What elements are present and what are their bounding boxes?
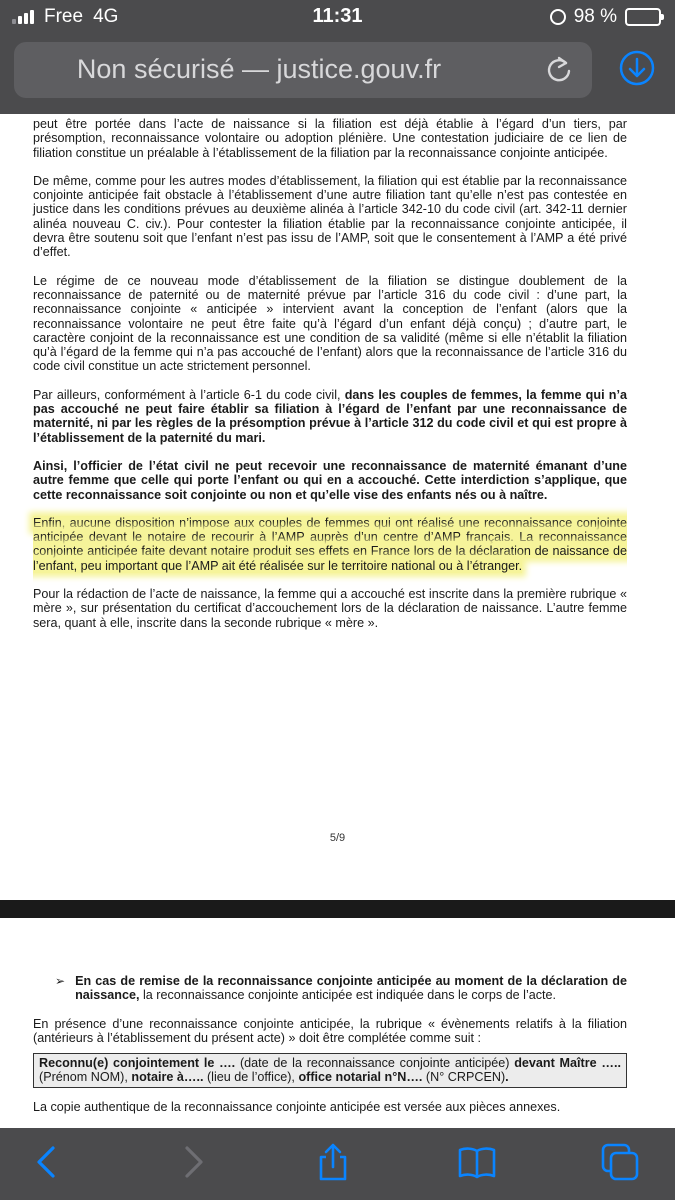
document-body-2: [33, 974, 627, 1114]
paragraph: La copie authentique de la reconnaissance conjointe anticipée est versée aux pièces annexes.: [33, 1099, 561, 1114]
box-bold: Reconnu(e) conjointement le ….: [39, 1056, 236, 1071]
address-bar[interactable]: [14, 42, 592, 98]
battery-percent: 98 %: [573, 6, 617, 27]
template-box: [33, 1053, 627, 1088]
box-text: (N° CRPCEN): [422, 1070, 506, 1085]
highlighted-text: Enfin, aucune disposition n’impose aux couples de femmes qui ont réalisé une reconnaissance conjointe anticipée devant le notaire de recourir à l’AMP auprès d’un centre d’AMP français. La reconnaissance conjointe anticipée faite devant notaire produit ses effets en France lors de la déclaration de naissance de l’enfant, peu important que l’AMP ait été réalisée sur le territoire national ou à l’étranger.: [33, 515, 627, 573]
back-icon[interactable]: [28, 1142, 68, 1182]
paragraph: En présence d’une reconnaissance conjointe anticipée, la rubrique « évènements relatifs à la filiation (antérieurs à l’établissement du présent acte) » doit être complétée comme suit :: [33, 1016, 627, 1045]
box-text: (Prénom NOM),: [39, 1070, 132, 1085]
share-icon[interactable]: [313, 1142, 353, 1182]
paragraph: Le régime de ce nouveau mode d’établissement de la filiation se distingue doublement de la reconnaissance de paternité ou de maternité prévue par l’article 316 du code civil : d’une part, la reconnaissance conjointe « anticipée » intervient avant la conception de l’enfant (alors que la reconnaissance volontaire ne peut être faite qu’à l’égard d’un enfant déjà conçu) ; d’autre part, le caractère conjoint de la reconnaissance est une condition de sa validité (même si elle n’établit la filiation qu’à l’égard de la femme qui n’a pas accouché de l’enfant) alors que la reconnaissance de l’article 316 du code civil constitue un acte strictement personnel.: [33, 273, 627, 374]
paragraph-text: Par ailleurs, conformément à l’article 6-1 du code civil,: [33, 387, 345, 402]
carrier-label: Free: [44, 6, 84, 27]
page-number: 5/9: [329, 832, 346, 844]
download-icon[interactable]: [617, 48, 657, 88]
paragraph: [33, 388, 627, 445]
box-text: (lieu de l’office),: [203, 1070, 299, 1085]
clock: 11:31: [312, 5, 363, 27]
browser-toolbar: [0, 1128, 675, 1200]
bookmarks-icon[interactable]: [457, 1142, 497, 1182]
paragraph-highlighted: [33, 516, 627, 573]
status-right: [550, 6, 661, 28]
reload-icon[interactable]: [544, 54, 574, 84]
bullet-item: [33, 974, 627, 1003]
document-page-2: [0, 918, 675, 1128]
alarm-icon: [550, 9, 566, 25]
paragraph: De même, comme pour les autres modes d’établissement, la filiation qui est établie par la reconnaissance conjointe anticipée fait obstacle à l’établissement d’une autre filiation tant qu’elle n’est pas contestée en justice dans les conditions prévues au deuxième alinéa à l’article 342-10 du code civil (art. 342-11 dernier alinéa nouveau C. civ.). Pour contester la filiation établie par la reconnaissance conjointe anticipée, il devra être soutenu soit que l’enfant n’est pas issu de l’AMP, soit que le consentement à l’AMP a été privé d’effet.: [33, 173, 627, 260]
browser-address-area: [0, 36, 675, 114]
document-page: [0, 114, 675, 900]
arrow-bullet-icon: ➢: [55, 974, 66, 988]
box-bold: office notarial n°N….: [298, 1070, 423, 1085]
network-label: 4G: [93, 6, 119, 27]
bullet-plain-text: la reconnaissance conjointe anticipée est indiquée dans le corps de l’acte.: [139, 988, 557, 1003]
bullet-text: [75, 974, 627, 1003]
paragraph-bold-text: Ainsi, l’officier de l’état civil ne peut recevoir une reconnaissance de maternité émanant d’une autre femme que celle qui porte l’enfant ou qui en a accouché. Cette interdiction s’applique, que cette reconnaissance soit conjointe ou non et qu’elle vise des enfants nés ou à naître.: [33, 458, 627, 502]
box-bold: .: [505, 1070, 509, 1085]
paragraph: Pour la rédaction de l’acte de naissance, la femme qui a accouché est inscrite dans la première rubrique « mère », sur présentation du certificat d’accouchement lors de la déclaration de naissance. L’autre femme sera, quant à elle, inscrite dans la seconde rubrique « mère ».: [33, 587, 627, 630]
battery-icon: [625, 8, 661, 26]
document-body: [33, 117, 627, 644]
status-bar: [0, 0, 675, 36]
box-text: (date de la reconnaissance conjointe anticipée): [235, 1056, 515, 1071]
paragraph-bold-text: dans les couples de femmes, la femme qui n’a pas accouché ne peut faire établir sa filiation à l’égard de l’enfant par une reconnaissance de maternité, ni par les règles de la présomption prévue à l’article 312 du code civil et qui est propre à l’établissement de la paternité du mari.: [33, 387, 627, 445]
box-bold: devant Maître …..: [514, 1056, 621, 1071]
page-separator: [0, 900, 675, 918]
paragraph: peut être portée dans l’acte de naissance si la filiation est déjà établie à l’égard d’un tiers, par présomption, reconnaissance volontaire ou adoption plénière. Une contestation judiciaire de ce lien de filiation constitue un préalable à l’établissement de la filiation par la reconnaissance conjointe anticipée.: [33, 117, 627, 160]
tabs-icon[interactable]: [600, 1142, 640, 1182]
url-text[interactable]: Non sécurisé — justice.gouv.fr: [76, 54, 442, 84]
forward-icon[interactable]: [172, 1142, 212, 1182]
bullet-bold-text: En cas de remise de la reconnaissance conjointe anticipée au moment de la déclaration de naissance,: [75, 974, 627, 1003]
paragraph-bold: [33, 459, 627, 502]
box-bold: notaire à…..: [131, 1070, 204, 1085]
